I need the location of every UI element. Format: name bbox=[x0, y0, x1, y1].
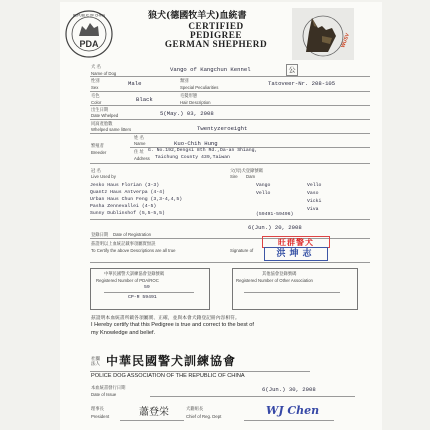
rule bbox=[90, 371, 310, 372]
color-label-cn: 毛色 bbox=[91, 93, 100, 98]
rule bbox=[90, 163, 370, 164]
rule bbox=[90, 219, 370, 220]
society-label-cn: 社團法人 bbox=[91, 356, 100, 366]
sex-label: Sex bbox=[91, 85, 99, 90]
dog-name-value: Vango of Kangchun Kennel bbox=[170, 66, 251, 73]
issue-date-value: 6(Jun.) 30, 2008 bbox=[262, 386, 316, 393]
name-label-cn: 犬 名 bbox=[91, 64, 101, 69]
declaration-en-1: I Hereby certify that this Pedigree is true and correct to the best of bbox=[91, 322, 254, 328]
title-item: Quantz Haus Antverpa (4-4) bbox=[90, 190, 165, 195]
male-mark: 公 bbox=[286, 64, 298, 76]
litter-label-cn: 同窩產胎數 bbox=[91, 121, 113, 126]
certify-label-cn: 茲證明以上血統記載事項屬實無誤 bbox=[91, 241, 156, 246]
breeder-name-label-cn: 姓 名 bbox=[134, 135, 144, 140]
rule bbox=[244, 292, 340, 293]
rule bbox=[90, 133, 370, 134]
registration-date-label-cn: 登錄日期 bbox=[91, 232, 109, 237]
title-pedigree: PEDIGREE bbox=[190, 30, 242, 40]
declaration-cn: 茲證明本血統書所載各項屬實、正確，並與本會犬籍登記冊內容相符。 bbox=[91, 316, 240, 321]
chief-label: Chief of Reg. Dept bbox=[186, 414, 222, 419]
breeder-address-label-cn: 住 址 bbox=[134, 149, 144, 154]
breeder-name-label: Name bbox=[134, 141, 146, 146]
breeder-label: Breeder bbox=[91, 150, 107, 155]
rule bbox=[90, 119, 370, 120]
other-reg-label-cn: 其他協會登錄號碼 bbox=[262, 271, 297, 276]
certify-label: To Certify the above Descriptions are all true bbox=[91, 248, 176, 253]
pda-reg-value-2: CP-R 59491 bbox=[128, 295, 157, 300]
parent-col2-item: Vello bbox=[307, 183, 322, 188]
dam-label: Dam bbox=[246, 174, 256, 179]
special-label-cn: 類別 bbox=[180, 78, 189, 83]
president-label-cn: 理事長 bbox=[91, 406, 104, 411]
rule bbox=[120, 420, 184, 421]
rule bbox=[104, 292, 194, 293]
sex-value: Male bbox=[128, 80, 142, 87]
rule bbox=[90, 76, 370, 77]
title-item: Urban Haus Chun Feng (3,3-4,4,5) bbox=[90, 197, 183, 202]
parent-col2-item: Vaso bbox=[307, 191, 319, 196]
pda-reg-label-cn: 中華民國警犬訓練協會登錄號碼 bbox=[104, 271, 165, 276]
special-value: Tatoveer-Nr. 208-105 bbox=[268, 80, 336, 87]
association-name-cn: 中華民國警犬訓練協會 bbox=[106, 354, 237, 368]
issue-label-cn: 本血統書發行日期 bbox=[91, 385, 126, 390]
owner-blue-stamp: 洪坤志 bbox=[264, 247, 328, 261]
title-certified: CERTIFIED bbox=[188, 21, 244, 31]
parent-reg-numbers: (59491-59496) bbox=[256, 212, 294, 217]
title-german-shepherd: GERMAN SHEPHERD bbox=[164, 39, 268, 49]
hair-label-cn: 毛髮形態 bbox=[180, 93, 198, 98]
litter-label: Whelped same litters bbox=[91, 127, 132, 132]
parents-label-cn: 父(母)犬登錄號碼 bbox=[230, 168, 263, 173]
registration-date-value: 6(Jun.) 20, 2008 bbox=[248, 224, 302, 231]
parent-col1-item: Vello bbox=[256, 191, 271, 196]
other-reg-label: Registered Number of Other Association bbox=[236, 278, 313, 283]
rule bbox=[90, 91, 370, 92]
titles-label-cn: 冠 名 bbox=[91, 168, 101, 173]
title-item: Jesko Haus Florian (3-3) bbox=[90, 183, 160, 188]
parent-col1-item: Vango bbox=[256, 183, 271, 188]
rule bbox=[244, 420, 334, 421]
breeder-label-cn: 繁殖者 bbox=[91, 143, 104, 148]
litter-value: Twentyzeroeight bbox=[197, 125, 248, 132]
rule bbox=[90, 262, 370, 263]
parent-col2-item: Viva bbox=[307, 207, 319, 212]
pda-reg-value-1: 59 bbox=[144, 285, 150, 290]
issue-label: Date of Issue bbox=[91, 392, 117, 397]
whelped-value: 5(May.) 03, 2008 bbox=[160, 110, 214, 117]
sex-label-cn: 性別 bbox=[91, 78, 100, 83]
logo-abbrev: PDA bbox=[79, 39, 99, 49]
breeder-address-line-2: Taichung County 439,Taiwan bbox=[155, 155, 230, 160]
color-value: Black bbox=[136, 96, 153, 103]
breeder-address-label: Address bbox=[134, 156, 150, 161]
declaration-en-2: my Knowledge and belief. bbox=[91, 330, 156, 336]
breeder-name-value: Kuo-Chih Hung bbox=[174, 140, 218, 147]
whelped-label: Date Whelped bbox=[91, 113, 119, 118]
title-item: Pasha Zennevallei (4-5) bbox=[90, 204, 157, 209]
title-chinese: 狼犬(德國牧羊犬)血統書 bbox=[148, 11, 247, 21]
kennel-red-stamp: 旺群警犬 bbox=[262, 236, 330, 248]
breeder-address-line-1: G. No.192,Dengsi 8th Rd.,Da-an Shiang, bbox=[148, 148, 258, 153]
president-signature: 蕭登栄 bbox=[139, 407, 169, 418]
color-label: Color bbox=[91, 100, 102, 105]
rule bbox=[90, 105, 370, 106]
logo-top-text: REPUBLIC OF CHINA bbox=[72, 13, 106, 18]
titles-label: Live Used by bbox=[91, 174, 116, 179]
pda-reg-label: Registered Number of PDA/ROC bbox=[96, 278, 159, 283]
name-label: Name of Dog bbox=[91, 71, 117, 76]
chief-label-cn: 犬籍組長 bbox=[186, 406, 204, 411]
hair-label: Hair Description bbox=[180, 100, 211, 105]
german-shepherd-emblem bbox=[292, 8, 354, 60]
special-label: Special Peculiarities bbox=[180, 85, 219, 90]
registration-date-label: Date of Registration bbox=[113, 232, 151, 237]
wusv-badge-text: WUSV bbox=[340, 32, 352, 49]
pda-logo bbox=[64, 9, 114, 59]
president-label: President bbox=[91, 414, 110, 419]
chief-signature: WJ Chen bbox=[266, 404, 320, 417]
sire-label: Sire bbox=[230, 174, 238, 179]
whelped-label-cn: 出生日期 bbox=[91, 107, 109, 112]
parent-col2-item: Vicki bbox=[307, 199, 322, 204]
title-item: Sunny Dublinshof (5,5-5,5) bbox=[90, 211, 165, 216]
rule bbox=[150, 396, 355, 397]
association-name-en: POLICE DOG ASSOCIATION OF THE REPUBLIC OF CHINA bbox=[91, 373, 245, 379]
signature-label: Signature of bbox=[230, 248, 254, 253]
